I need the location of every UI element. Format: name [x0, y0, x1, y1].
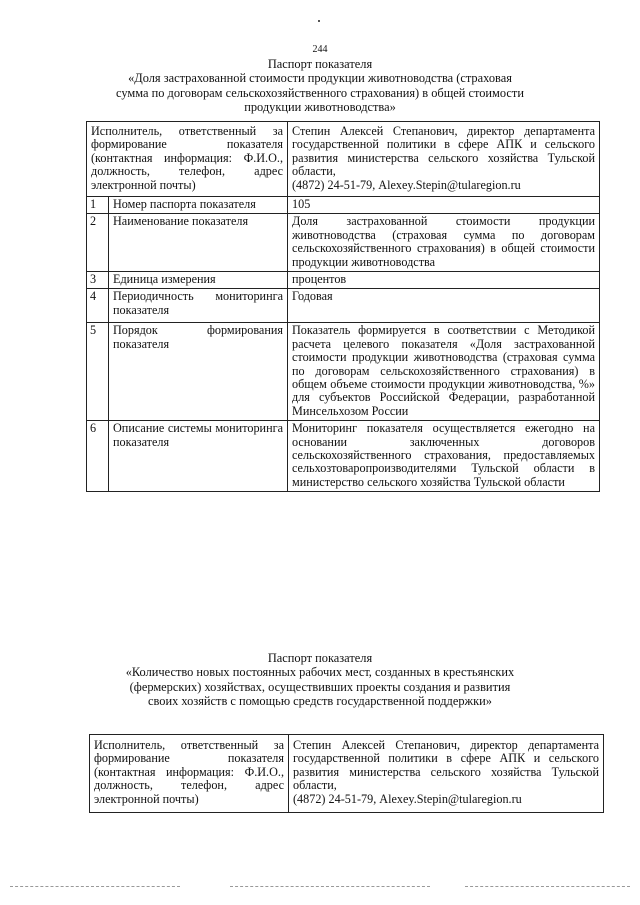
passport2-table — [89, 734, 604, 813]
table-row — [87, 272, 600, 289]
table-row — [87, 122, 600, 197]
passport2-heading — [70, 651, 570, 709]
executor-contact: (4872) 24-51-79, Alexey.Stepin@tularegion.ru — [292, 177, 521, 192]
passport1-table — [86, 121, 600, 492]
executor-value — [288, 122, 600, 197]
heading-line: продукции животноводства» — [244, 100, 396, 115]
row-name: Наименование показателя — [109, 214, 288, 272]
heading-line: своих хозяйств с помощью средств государственной поддержки» — [148, 694, 492, 709]
row-number: 1 — [87, 197, 109, 214]
executor-value-text: Степин Алексей Степанович, директор департамента государственной политики в сфере АПК и сельского развития министерства сельского хозяйства Тульской области, — [292, 124, 595, 179]
passport1-heading — [70, 57, 570, 115]
row-value: процентов — [288, 272, 600, 289]
table-row — [87, 421, 600, 492]
row-value: Доля застрахованной стоимости продукции животноводства (страховая сумма по договорам сельскохозяйственного страхования) в общей стоимости продукции животноводства — [288, 214, 600, 272]
row-number: 6 — [87, 421, 109, 492]
scan-edge-line — [465, 886, 630, 887]
table-row — [90, 735, 604, 813]
row-name: Номер паспорта показателя — [109, 197, 288, 214]
page-number: 244 — [312, 44, 328, 55]
executor-value — [289, 735, 604, 813]
row-value: Годовая — [288, 289, 600, 323]
row-number: 4 — [87, 289, 109, 323]
executor-contact: (4872) 24-51-79, Alexey.Stepin@tularegion.ru — [293, 791, 522, 806]
row-value: Показатель формируется в соответствии с Методикой расчета целевого показателя «Доля застрахованной стоимости продукции животноводства (страховая сумма по договорам сельскохозяйственного страхования) в общем объеме стоимости продукции животноводства, %» для субъектов Российской Федерации, разработанной Минсельхозом России — [288, 323, 600, 421]
row-name: Порядок формирования показателя — [109, 323, 288, 421]
executor-label-text: Исполнитель, ответственный за формирование показателя (контактная информация: Ф.И.О., должность, телефон, адрес электронной почты) — [91, 124, 283, 192]
heading-line: «Количество новых постоянных рабочих мест, созданных в крестьянских — [125, 665, 515, 680]
table-row — [87, 323, 600, 421]
table-row — [87, 214, 600, 272]
row-number: 5 — [87, 323, 109, 421]
scan-edge-line — [10, 886, 180, 887]
row-number: 3 — [87, 272, 109, 289]
executor-value-text: Степин Алексей Степанович, директор департамента государственной политики в сфере АПК и сельского развития министерства сельского хозяйства Тульской области, — [293, 738, 599, 793]
row-value: 105 — [288, 197, 600, 214]
heading-line: (фермерских) хозяйствах, осуществивших проекты создания и развития — [129, 679, 511, 694]
table-row — [87, 289, 600, 323]
scan-speck — [318, 20, 320, 22]
table-row — [87, 197, 600, 214]
heading-line: Паспорт показателя — [267, 651, 373, 665]
scan-edge-line — [230, 886, 430, 887]
heading-line: сумма по договорам сельскохозяйственного страхования) в общей стоимости — [116, 85, 524, 100]
row-value: Мониторинг показателя осуществляется ежегодно на основании заключенных договоров сельскохозяйственного страхования, предоставляемых сельхозтоваропроизводителями Тульской области в министерство сельского хозяйства Тульской области — [288, 421, 600, 492]
executor-label — [87, 122, 288, 197]
heading-line: «Доля застрахованной стоимости продукции животноводства (страховая — [128, 71, 512, 86]
executor-label-text: Исполнитель, ответственный за формирование показателя (контактная информация: Ф.И.О., должность, телефон, адрес электронной почты) — [94, 738, 284, 806]
row-number: 2 — [87, 214, 109, 272]
row-name: Периодичность мониторинга показателя — [109, 289, 288, 323]
row-name: Единица измерения — [109, 272, 288, 289]
row-name: Описание системы мониторинга показателя — [109, 421, 288, 492]
executor-label — [90, 735, 289, 813]
heading-line: Паспорт показателя — [267, 57, 373, 71]
